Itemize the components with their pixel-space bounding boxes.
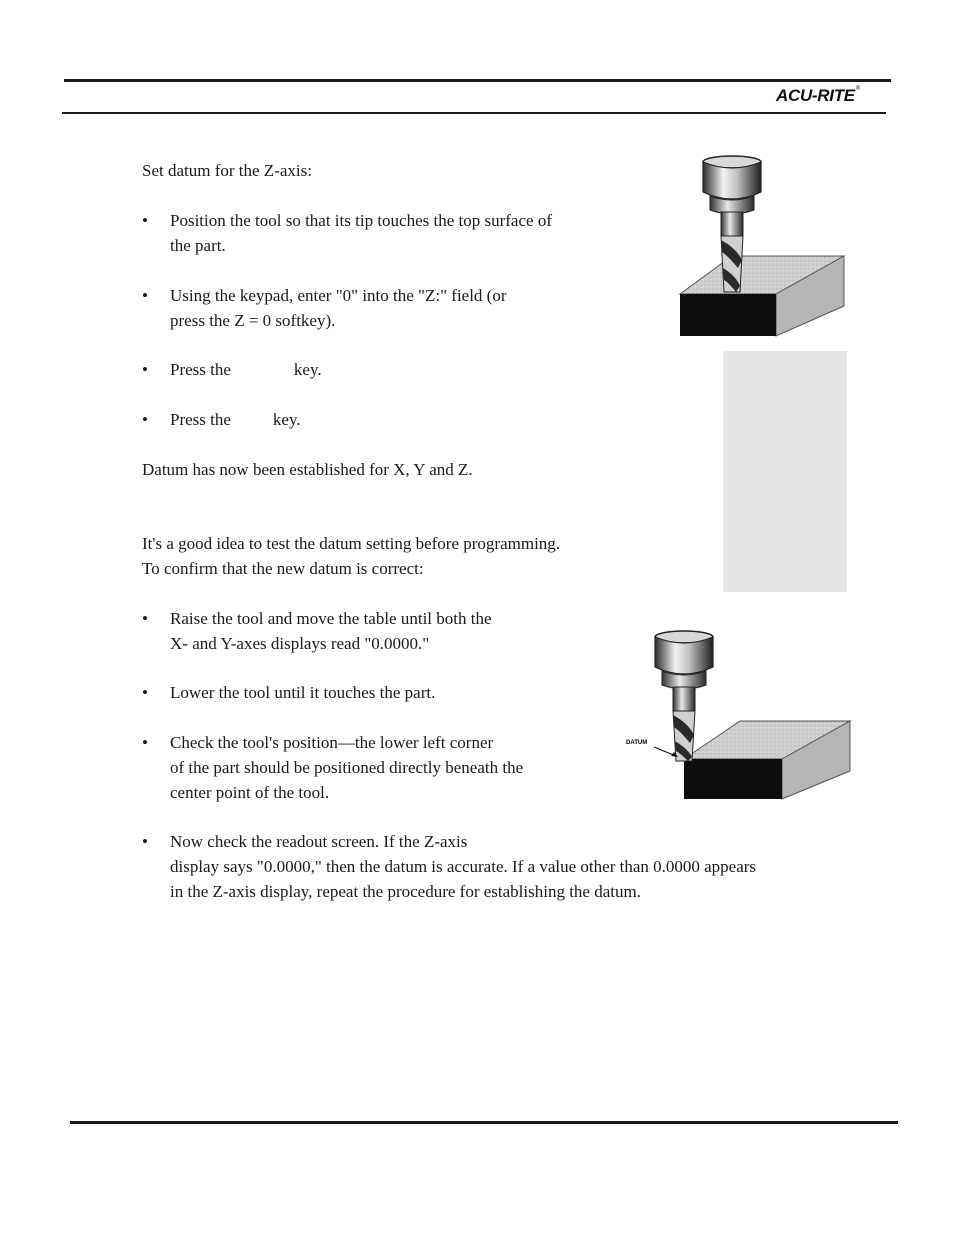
bullet-glyph: • [142,733,148,752]
test-datum-intro: It's a good idea to test the datum setting before programming. To confirm that the new datum is correct: [142,534,561,578]
header-rule-bottom [62,112,886,114]
datum-callout-label: DATUM [626,740,648,746]
brand-logo: ACU-RITE® [776,86,860,105]
bullet-glyph: • [142,683,148,702]
header-rule-top [64,79,891,82]
footer-rule [70,1121,898,1124]
bullet-glyph: • [142,609,148,628]
tool-on-top-surface-figure [676,152,848,338]
datum-check-figure [622,625,854,803]
bullet-glyph: • [142,410,148,429]
block-front [684,759,782,799]
datum-conclusion: Datum has now been established for X, Y and Z. [142,460,473,479]
z-axis-intro: Set datum for the Z-axis: [142,161,312,180]
sidebar-note-panel [723,351,847,592]
bullet-glyph: • [142,211,148,230]
block-front [680,294,776,336]
bullet-glyph: • [142,360,148,379]
bullet-glyph: • [142,286,148,305]
bullet-glyph: • [142,832,148,851]
